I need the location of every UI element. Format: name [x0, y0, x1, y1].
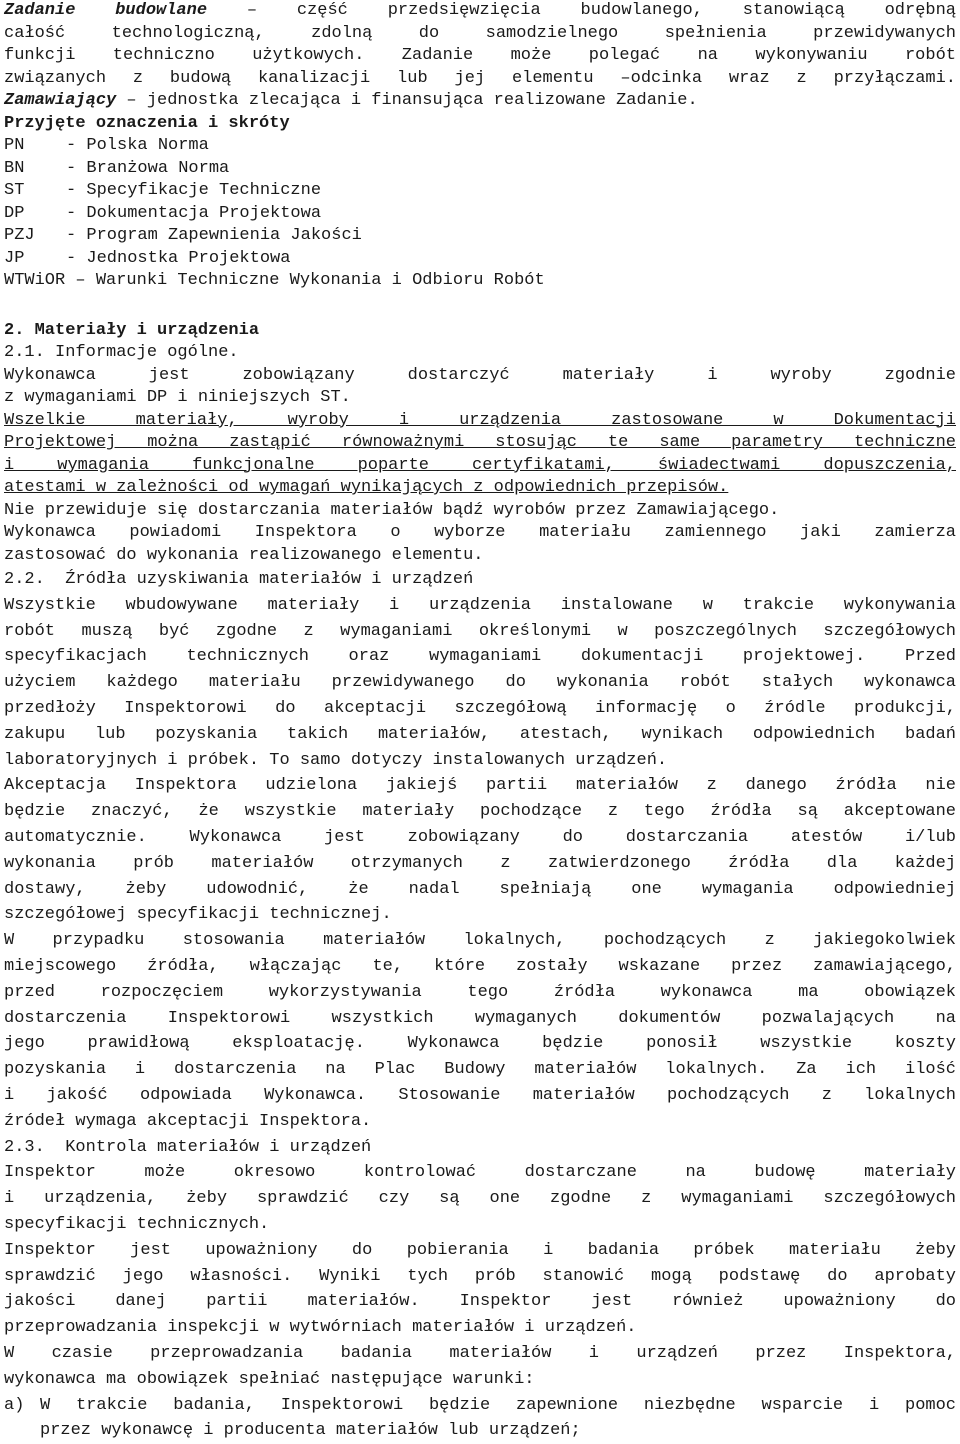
def-zadanie-line-3: funkcji techniczno użytkowych. Zadanie może polegać na wykonywaniu robót	[4, 46, 956, 65]
abbr-item: JP - Jednostka Projektowa	[4, 248, 291, 268]
list-item-a: a) W trakcie badania, Inspektorowi będzie zapewnione niezbędne wsparcie i pomoc przez wykonawcę i producenta materiałów lub urządzeń;	[4, 1393, 956, 1444]
paragraph-line: z wymaganiami DP i niniejszych ST.	[4, 388, 351, 407]
abbr-item: DP - Dokumentacja Projektowa	[4, 203, 322, 223]
abbreviations-heading: Przyjęte oznaczenia i skróty	[4, 113, 290, 133]
subsection-2-1-heading: 2.1. Informacje ogólne.	[4, 343, 239, 362]
def-zadanie-line-1: Zadanie budowlane – część przedsięwzięcia budowlanego, stanowiącą odrębną	[4, 1, 956, 20]
section-2-2: 2.2. Źródła uzyskiwania materiałów i urządzeń Wszystkie wbudowywane materiały i urządzenia instalowane w trakcie wykonywania robót muszą być zgodne z wymaganiami określonymi w poszczególnych szczegółowych specyfikacjach technicznych oraz wymaganiami dokumentacji projektowej. Przed użyciem każdego materiału przewidywanego do wykonania robót stałych wykonawca przedłoży Inspektorowi do akceptacji szczegółową informację o źródle produkcji, zakupu lub pozyskania takich materiałów, atestach, wynikach odpowiednich badań laboratoryjnych i próbek. To samo dotyczy instalowanych urządzeń. Akceptacja Inspektora udzielona jakiejś partii materiałów z danego źródła nie będzie znaczyć, że wszystkie materiały pochodzące z tego źródła są akceptowane automatycznie. Wykonawca jest zobowiązany do dostarczania atestów i/lub wykonania prób materiałów otrzymanych z zatwierdzonego źródła dla każdej dostawy, żeby udowodnić, że nadal spełniają one wymagania odpowiedniej szczegółowej specyfikacji technicznej. W przypadku stosowania materiałów lokalnych, pochodzących z jakiegokolwiek miejscowego źródła, włączając te, które zostały wskazane przez zamawiającego, przed rozpoczęciem wykorzystywania tego źródła wykonawca ma obowiązek dostarczenia Inspektorowi wszystkich wymaganych dokumentów pozwalających na jego prawidłową eksploatację. Wykonawca będzie ponosił wszystkie koszty pozyskania i dostarczenia na Plac Budowy materiałów lokalnych. Za ich ilość i jakość odpowiada Wykonawca. Stosowanie materiałów pochodzących z lokalnych źródeł wymaga akceptacji Inspektora. 2.3. Kontrola materiałów i urządzeń Inspektor może okresowo kontrolować dostarczane na budowę materiały i urządzenia, żeby sprawdzić czy są one zgodne z wymaganiami szczegółowych specyfikacji technicznych. Inspektor jest upoważniony do pobierania i badania próbek materiału żeby sprawdzić jego własności. Wyniki tych prób stanowić mogą podstawę do aprobaty jakości danej partii materiałów. Inspektor jest również upoważniony do przeprowadzania inspekcji w wytwórniach materiałów i urządzeń. W czasie przeprowadzania badania materiałów i urządzeń przez Inspektora, wykonawca ma obowiązek spełniać następujące warunki: a) W trakcie badania, Inspektorowi będzie zapewnione niezbędne wsparcie i pomoc przez wykonawcę i producenta materiałów lub urządzeń;	[4, 567, 956, 1444]
section-2-heading: 2. Materiały i urządzenia	[4, 320, 260, 340]
paragraph-line: Nie przewiduje się dostarczania materiałów bądź wyrobów przez Zamawiającego.	[4, 500, 780, 520]
list-marker: a)	[4, 1395, 25, 1415]
section-2	[4, 320, 956, 568]
abbr-item-wtwior: WTWiOR – Warunki Techniczne Wykonania i Odbioru Robót	[4, 271, 545, 290]
paragraph-line: Wykonawca jest zobowiązany dostarczyć materiały i wyroby zgodnie	[4, 365, 956, 385]
def-zadanie-line-2: całość technologiczną, zdolną do samodzielnego spełnienia przewidywanych	[4, 23, 956, 43]
def-zamawiajacy: Zamawiający – jednostka zlecająca i finansująca realizowane Zadanie.	[4, 91, 698, 110]
subsection-2-3-heading: 2.3. Kontrola materiałów i urządzeń	[4, 1137, 372, 1157]
abbr-item: PN - Polska Norma	[4, 136, 209, 155]
abbr-item: BN - Branżowa Norma	[4, 158, 230, 178]
abbreviations-section	[4, 113, 956, 293]
def-zadanie-line-4: związanych z budową kanalizacji lub jej elementu –odcinka wraz z przyłączami.	[4, 68, 956, 88]
paragraph-line: zastosować do wykonania realizowanego elementu.	[4, 545, 484, 565]
paragraph-line: Wykonawca powiadomi Inspektora o wyborze materiału zamiennego jaki zamierza	[4, 523, 956, 542]
term-zadanie: Zadanie budowlane	[4, 1, 208, 20]
abbr-item: PZJ - Program Zapewnienia Jakości	[4, 226, 362, 245]
subsection-2-2-heading: 2.2. Źródła uzyskiwania materiałów i urządzeń	[4, 570, 474, 589]
term-zamawiajacy: Zamawiający	[4, 91, 117, 110]
intro-definitions	[4, 0, 956, 113]
abbr-item: ST - Specyfikacje Techniczne	[4, 181, 322, 200]
underlined-paragraph: Wszelkie materiały, wyroby i urządzenia zastosowane w Dokumentacji Projektowej można zastąpić równoważnymi stosując te same parametry techniczne i wymagania funkcjonalne poparte certyfikatami, świadectwami dopuszczenia, atestami w zależności od wymagań wynikających z odpowiednich przepisów.	[4, 410, 956, 497]
